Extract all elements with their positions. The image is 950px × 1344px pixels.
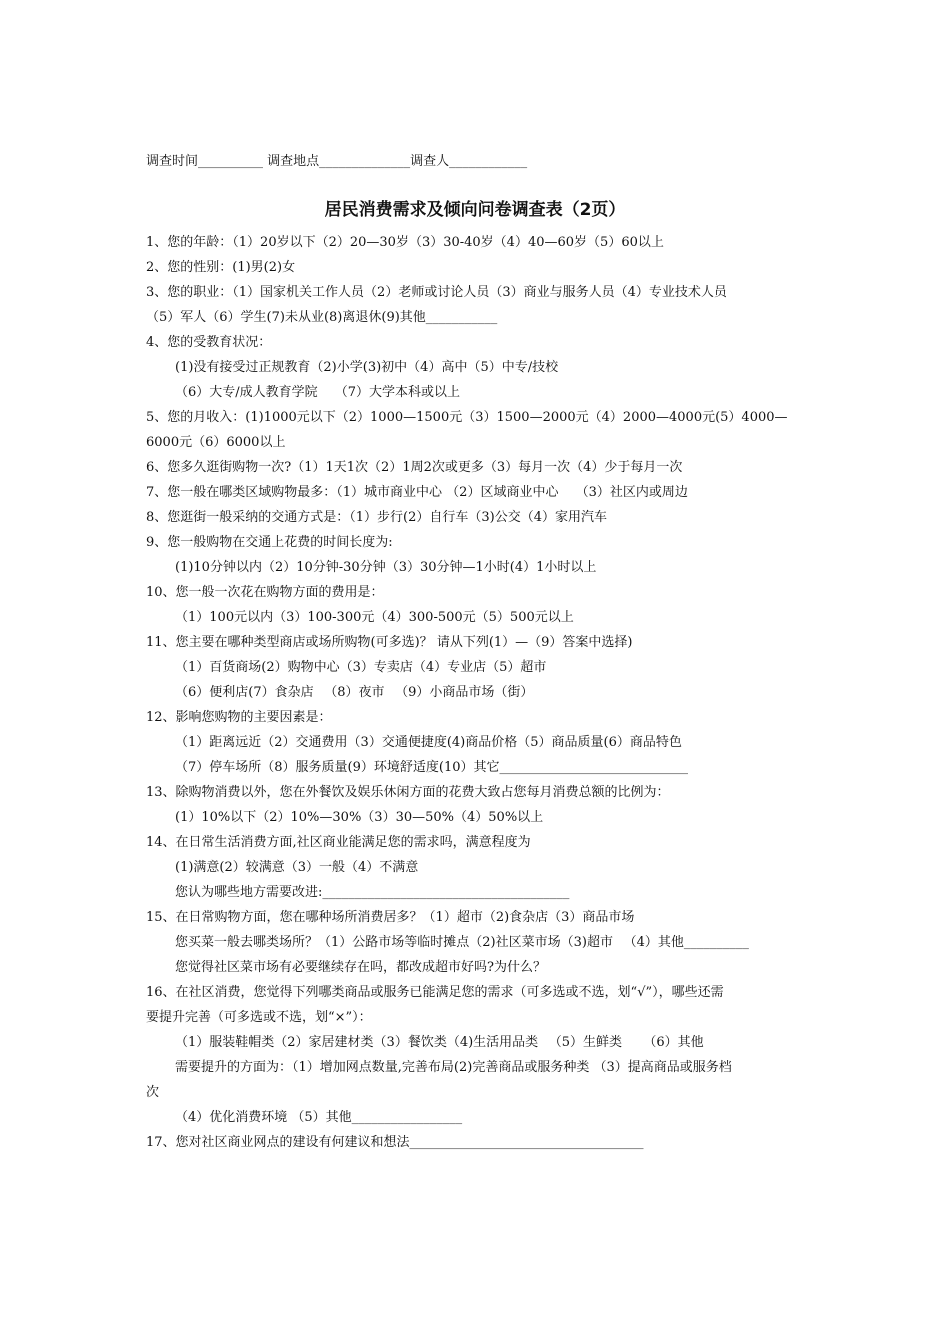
question-7-area: 7、您一般在哪类区域购物最多：（1）城市商业中心 （2）区域商业中心 （3）社区内或周边 xyxy=(146,485,688,500)
question-16-community: 16、在社区消费，您觉得下列哪类商品或服务已能满足您的需求（可多选或不选，划“√”），哪些还需 xyxy=(146,985,724,1000)
question-3-occupation: 3、您的职业：（1）国家机关工作人员（2）老师或讨论人员（3）商业与服务人员（4）专业技术人员 xyxy=(146,285,727,300)
question-16-improve-b: （4）优化消费环境 （5）其他_________________ xyxy=(175,1110,463,1125)
question-5-income-cont: 6000元（6）6000以上 xyxy=(146,435,286,450)
question-16-improve-cont: 次 xyxy=(146,1085,160,1100)
question-4-education: 4、您的受教育状况： xyxy=(146,335,272,350)
question-14-satisfaction: 14、在日常生活消费方面,社区商业能满足您的需求吗，满意程度为 xyxy=(146,835,531,850)
question-12-options-a: （1）距离远近（2）交通费用（3）交通便捷度(4)商品价格（5）商品质量(6）商品特色 xyxy=(175,735,682,750)
question-14-improvement: 您认为哪些地方需要改进:______________________________________ xyxy=(175,885,570,900)
question-8-transport: 8、您逛街一般采纳的交通方式是：（1）步行(2）自行车（3)公交（4）家用汽车 xyxy=(146,510,607,525)
question-14-options: (1)满意(2）较满意（3）一般（4）不满意 xyxy=(175,860,419,875)
question-11-options-a: （1）百货商场(2）购物中心（3）专卖店（4）专业店（5）超市 xyxy=(175,660,547,675)
survey-header xyxy=(146,154,527,170)
question-10-options: （1）100元以内（3）100-300元（4）300-500元（5）500元以上 xyxy=(175,610,574,625)
survey-place-label: 调查地点______________ xyxy=(267,154,411,169)
question-16-improve-a: 需要提升的方面为：（1）增加网点数量,完善布局(2)完善商品或服务种类 （3）提高商品或服务档 xyxy=(175,1060,732,1075)
question-15-venue: 15、在日常购物方面，您在哪种场所消费居多？（1）超市（2)食杂店（3）商品市场 xyxy=(146,910,635,925)
question-17-suggestions: 17、您对社区商业网点的建设有何建议和想法____________________________________ xyxy=(146,1135,644,1150)
question-12-options-b: （7）停车场所（8）服务质量(9）环境舒适度(10）其它_____________________________ xyxy=(175,760,688,775)
question-15-grocery: 您买菜一般去哪类场所？（1）公路市场等临时摊点（2)社区菜市场（3)超市 （4）其他__________ xyxy=(175,935,749,950)
question-9-travel-time: 9、您一般购物在交通上花费的时间长度为: xyxy=(146,535,393,550)
question-10-spending: 10、您一般一次花在购物方面的费用是： xyxy=(146,585,384,600)
question-1-age: 1、您的年龄：（1）20岁以下（2）20—30岁（3）30-40岁（4）40—60岁（5）60以上 xyxy=(146,235,664,250)
question-5-income: 5、您的月收入：(1)1000元以下（2）1000—1500元（3）1500—2000元（4）2000—4000元(5）4000— xyxy=(146,410,788,425)
survey-time-label: 调查时间__________ xyxy=(146,154,264,169)
question-3-occupation-cont: （5）军人（6）学生(7)未从业(8)离退休(9)其他___________ xyxy=(146,310,498,325)
question-13-options: (1）10%以下（2）10%—30%（3）30—50%（4）50%以上 xyxy=(175,810,544,825)
question-6-frequency: 6、您多久逛街购物一次?（1）1天1次（2）1周2次或更多（3）每月一次（4）少于每月一次 xyxy=(146,460,683,475)
question-16-community-cont: 要提升完善（可多选或不选，划“×”）： xyxy=(146,1010,372,1025)
question-11-options-b: （6）便利店(7）食杂店 （8）夜市 （9）小商品市场（街） xyxy=(175,685,534,700)
question-16-options: （1）服装鞋帽类（2）家居建材类（3）餐饮类（4)生活用品类 （5）生鲜类 （6）其他 xyxy=(175,1035,704,1050)
question-2-gender: 2、您的性别：(1)男(2)女 xyxy=(146,260,296,275)
question-4-options-a: (1)没有接受过正规教育（2)小学(3)初中（4）高中（5）中专/技校 xyxy=(175,360,559,375)
question-4-options-b: （6）大专/成人教育学院 （7）大学本科或以上 xyxy=(175,385,461,400)
surveyor-label: 调查人____________ xyxy=(410,154,528,169)
question-15-market-opinion: 您觉得社区菜市场有必要继续存在吗，都改成超市好吗?为什么？ xyxy=(175,960,546,975)
question-11-store-type: 11、您主要在哪种类型商店或场所购物(可多选)？ 请从下列(1）—（9）答案中选择) xyxy=(146,635,633,650)
question-13-leisure-ratio: 13、除购物消费以外，您在外餐饮及娱乐休闲方面的花费大致占您每月消费总额的比例为： xyxy=(146,785,670,800)
question-12-factors: 12、影响您购物的主要因素是： xyxy=(146,710,332,725)
question-9-options: (1)10分钟以内（2）10分钟-30分钟（3）30分钟—1小时(4）1小时以上 xyxy=(175,560,597,575)
page-title: 居民消费需求及倾向问卷调查表（2页） xyxy=(324,200,626,220)
